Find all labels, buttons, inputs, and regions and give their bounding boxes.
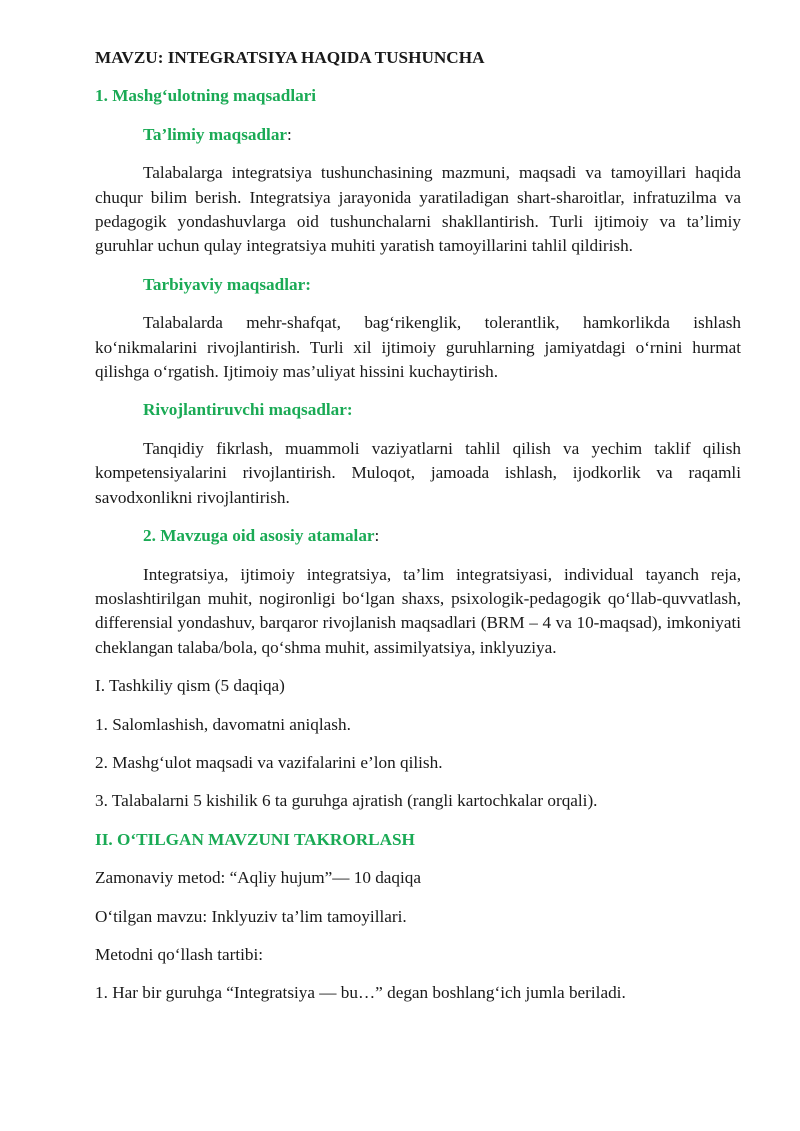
takrorlash-tartib: Metodni qo‘llash tartibi:: [95, 944, 264, 964]
tashkiliy-heading: I. Tashkiliy qism (5 daqiqa): [95, 676, 285, 696]
subheading-rivojlantiruvchi: Rivojlantiruvchi maqsadlar:: [143, 400, 353, 420]
subheading-tarbiyaviy: Tarbiyaviy maqsadlar:: [143, 274, 311, 294]
section-heading-objectives: 1. Mashg‘ulotning maqsadlari: [95, 86, 317, 106]
paragraph-talimiy: Talabalarga integratsiya tushunchasining mazmuni, maqsadi va tamoyillari haqida chuqur bilim berish. Integratsiya jarayonida yaratiladigan shart-sharoitlar, infratuzilma va pedagogik yondashuvlarga oid tushunchalarni shakllantirish. Turli ijtimoiy va ta’limiy guruhlar uchun qulay integratsiya muhiti yaratish tamoyillarini tahlil qildirish.: [95, 163, 741, 256]
takrorlash-metod: Zamonaviy metod: “Aqliy hujum”— 10 daqiqa: [95, 868, 422, 888]
subheading-talimiy-text: Ta’limiy maqsadlar: [143, 124, 288, 144]
takrorlash-step-1: 1. Har bir guruhga “Integratsiya — bu…” degan boshlang‘ich jumla beriladi.: [95, 983, 626, 1003]
subheading-talimiy: [95, 123, 741, 147]
subheading-terms-colon: :: [374, 526, 380, 546]
takrorlash-mavzu: O‘tilgan mavzu: Inklyuziv ta’lim tamoyillari.: [95, 906, 407, 926]
paragraph-tarbiyaviy: Talabalarda mehr-shafqat, bag‘rikenglik, tolerantlik, hamkorlikda ishlash ko‘nikmalarini rivojlantirish. Turli xil ijtimoiy guruhlarning jamiyatdagi o‘rnini hurmat qilishga o‘rgatish. Ijtimoiy mas’uliyat hissini kuchaytirish.: [95, 313, 741, 382]
tashkiliy-item-2: 2. Mashg‘ulot maqsadi va vazifalarini e’lon qilish.: [95, 752, 443, 772]
tashkiliy-item-3: 3. Talabalarni 5 kishilik 6 ta guruhga ajratish (rangli kartochkalar orqali).: [95, 791, 598, 811]
takrorlash-heading: II. O‘TILGAN MAVZUNI TAKRORLASH: [95, 829, 415, 849]
paragraph-terms: Integratsiya, ijtimoiy integratsiya, ta’lim integratsiyasi, individual tayanch reja, moslashtirilgan muhit, nogironligi bo‘lgan shaxs, psixologik-pedagogik qo‘llab-quvvatlash, differensial yondashuv, barqaror rivojlanish maqsadlari (BRM – 4 va 10-maqsad), imkoniyati cheklangan talaba/bola, qo‘shma muhit, assimilyatsiya, inklyuziya.: [95, 564, 741, 657]
tashkiliy-item-1: 1. Salomlashish, davomatni aniqlash.: [95, 714, 351, 734]
document-page: [95, 46, 741, 1006]
subheading-terms-text: 2. Mavzuga oid asosiy atamalar: [143, 526, 375, 546]
paragraph-rivojlantiruvchi: Tanqidiy fikrlash, muammoli vaziyatlarni tahlil qilish va yechim taklif qilish kompetensiyalarini rivojlantirish. Muloqot, jamoada ishlash, ijodkorlik va raqamli savodxonlikni rivojlantirish.: [95, 438, 741, 507]
document-title: MAVZU: INTEGRATSIYA HAQIDA TUSHUNCHA: [95, 48, 485, 67]
subheading-talimiy-colon: :: [287, 124, 292, 144]
subheading-terms: [95, 524, 741, 548]
